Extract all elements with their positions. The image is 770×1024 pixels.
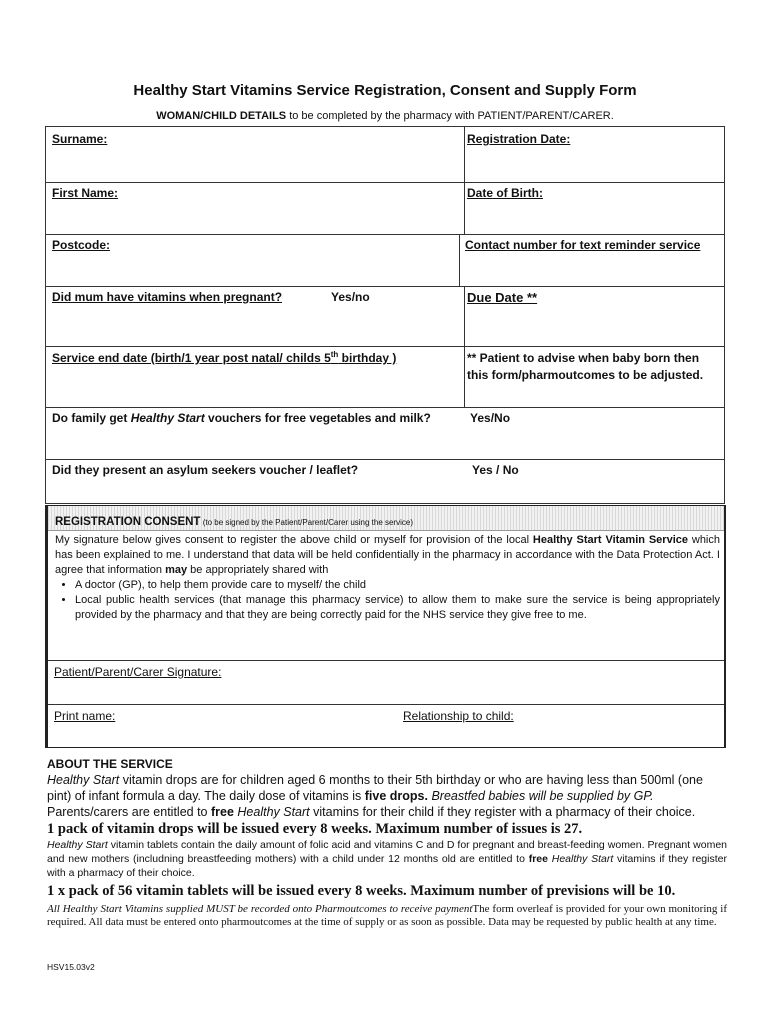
form-code: HSV15.03v2 xyxy=(47,962,95,972)
consent-title-note: (to be signed by the Patient/Parent/Carer using the service) xyxy=(200,518,414,527)
signature-field[interactable]: Patient/Parent/Carer Signature: xyxy=(54,665,222,679)
row-asylum xyxy=(46,460,724,505)
consent-paragraph: My signature below gives consent to register the above child or myself for provision of the local Healthy Start Vitamin Service which has been explained to me. I understand that data will be held confidentially in the pharmacy in accordance with the Data Protection Act. I agree that information may be appropriately shared with xyxy=(55,534,720,576)
about-recording-paragraph: All Healthy Start Vitamins supplied MUST be recorded onto Pharmoutcomes to receive paymentThe form overleaf is provided for your own monitoring if required. All data must be entered onto pharmoutcomes at the time of supply or as soon as possible. Data may be requested by public health at any time. xyxy=(47,903,728,928)
date-of-birth-field[interactable]: Date of Birth: xyxy=(467,186,543,200)
about-tablets-issue-rule: 1 x pack of 56 vitamin tablets will be issued every 8 weeks. Maximum number of previsions will be 10. xyxy=(47,883,676,899)
row-vitamins-pregnant xyxy=(46,287,724,347)
consent-text xyxy=(55,533,720,623)
print-name-row xyxy=(48,704,724,745)
signature-row xyxy=(48,660,724,705)
consent-bullet-public-health: • Local public health services (that manage this pharmacy service) to allow them to make sure the service is being appropriately provided by the pharmacy and that they are being correctly paid for the NHS service they give free to me. xyxy=(75,593,720,623)
relationship-field[interactable]: Relationship to child: xyxy=(403,709,514,723)
asylum-question: Did they present an asylum seekers voucher / leaflet? xyxy=(52,463,359,477)
about-entitlement-paragraph: Parents/carers are entitled to free Healthy Start vitamins for their child if they register with a pharmacy of their choice. xyxy=(47,805,696,819)
subtitle-rest: to be completed by the pharmacy with PATIENT/PARENT/CARER. xyxy=(286,110,614,122)
postcode-field[interactable]: Postcode: xyxy=(52,238,111,252)
about-drops-paragraph: Healthy Start vitamin drops are for children aged 6 months to their 5th birthday or who are having less than 500ml (one pint) of infant formula a day. The daily dose of vitamins is five drops. Breastfed babies will be supplied by GP. xyxy=(47,773,703,803)
vouchers-question: Do family get Healthy Start vouchers for free vegetables and milk? xyxy=(52,411,431,425)
surname-field[interactable]: Surname: xyxy=(52,132,108,146)
contact-number-field[interactable]: Contact number for text reminder service xyxy=(465,238,701,252)
vitamins-pregnant-question: Did mum have vitamins when pregnant? xyxy=(52,290,283,304)
patient-advise-note: ** Patient to advise when baby born then this form/pharmoutcomes to be adjusted. xyxy=(467,351,704,382)
print-name-field[interactable]: Print name: xyxy=(54,709,116,723)
first-name-field[interactable]: First Name: xyxy=(52,186,119,200)
row-surname xyxy=(46,127,724,183)
vitamins-pregnant-answer[interactable]: Yes/no xyxy=(331,290,370,304)
about-heading: ABOUT THE SERVICE xyxy=(47,757,173,771)
registration-date-field[interactable]: Registration Date: xyxy=(467,132,571,146)
row-vouchers xyxy=(46,408,724,460)
row-service-end xyxy=(46,347,724,408)
about-the-service xyxy=(47,756,727,929)
about-tablets-paragraph: Healthy Start vitamin tablets contain the daily amount of folic acid and vitamins C and D for pregnant and breast-feeding women. Pregnant women and new mothers (includning breastfeeding mothers) with a child under 12 months old are entitled to free Healthy Start vitamins if they register with a pharmacy of their choice. xyxy=(47,839,727,879)
about-drops-issue-rule: 1 pack of vitamin drops will be issued every 8 weeks. Maximum number of issues is 27. xyxy=(47,821,583,837)
service-end-date-field[interactable]: Service end date (birth/1 year post natal/ childs 5th birthday ) xyxy=(52,350,397,365)
vouchers-answer[interactable]: Yes/No xyxy=(470,411,511,425)
form-subtitle xyxy=(0,110,770,122)
row-postcode xyxy=(46,235,724,287)
row-first-name xyxy=(46,183,724,235)
subtitle-bold: WOMAN/CHILD DETAILS xyxy=(156,110,287,122)
asylum-answer[interactable]: Yes / No xyxy=(472,463,519,477)
consent-title: REGISTRATION CONSENT (to be signed by the Patient/Parent/Carer using the service) xyxy=(55,516,414,528)
form-title: Healthy Start Vitamins Service Registration, Consent and Supply Form xyxy=(133,82,637,99)
details-table xyxy=(45,126,725,504)
consent-bullet-gp: • A doctor (GP), to help them provide care to myself/ the child xyxy=(75,578,720,593)
due-date-field[interactable]: Due Date ** xyxy=(467,290,538,305)
registration-consent-section xyxy=(45,505,726,748)
